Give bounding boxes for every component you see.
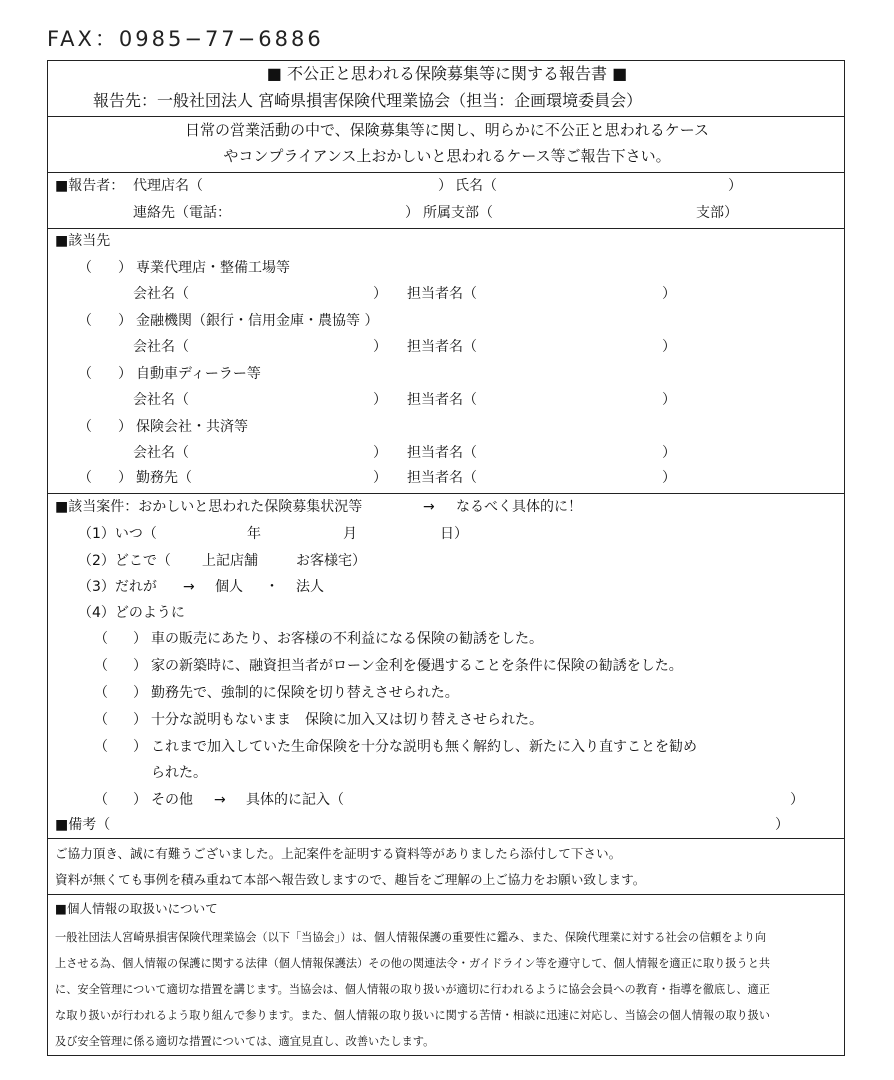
- privacy-line: に、安全管理について適切な措置を講じます。当協会は、個人情報の取り扱いが適切に行われるように協会会員への教育・指導を徹底し、適正: [55, 983, 770, 996]
- who-option-individual[interactable]: 個人: [215, 579, 243, 595]
- workplace-checkbox-open[interactable]: （: [78, 470, 92, 486]
- category-checkbox-open[interactable]: （: [78, 260, 92, 276]
- how-item: 十分な説明もないまま 保険に加入又は切り替えさせられた。: [151, 712, 543, 728]
- category-label: 保険会社・共済等: [136, 419, 248, 435]
- category-checkbox-close[interactable]: ）: [118, 260, 132, 276]
- how-item: 家の新築時に、融資担当者がローン金利を優遇することを条件に保険の勧誘をした。: [151, 658, 683, 674]
- intro-line-1: 日常の営業活動の中で、保険募集等に関し、明らかに不公正と思われるケース: [185, 121, 709, 139]
- divider-intro: [47, 172, 845, 173]
- month-label: 月: [343, 526, 357, 542]
- company-close: ）: [373, 392, 387, 408]
- how-checkbox-open[interactable]: （: [94, 631, 108, 647]
- how-item-continuation: られた。: [151, 765, 207, 781]
- how-item: 勤務先で、強制的に保険を切り替えさせられた。: [151, 685, 459, 701]
- other-label: その他: [151, 792, 193, 808]
- month-field[interactable]: [270, 525, 335, 543]
- privacy-line: 上させる為、個人情報の保護に関する法律（個人情報保護法）その他の関連法令・ガイドライン等を遵守して、個人情報を適正に取り扱うと共: [55, 957, 771, 970]
- remarks-field[interactable]: [125, 816, 770, 834]
- person-label: 担当者名（: [407, 286, 477, 302]
- category-checkbox-close[interactable]: ）: [118, 419, 132, 435]
- remarks-close: ）: [775, 817, 789, 833]
- phone-field[interactable]: [250, 204, 400, 222]
- who-separator: ・: [265, 579, 279, 595]
- workplace-checkbox-close[interactable]: ）: [118, 470, 132, 486]
- privacy-heading: ■個人情報の取扱いについて: [55, 901, 218, 916]
- contact-close: ）: [405, 205, 419, 221]
- company-label: 会社名（: [133, 286, 189, 302]
- agency-label: 代理店名（: [133, 178, 203, 194]
- person-close: ）: [662, 339, 676, 355]
- category-checkbox-close[interactable]: ）: [118, 313, 132, 329]
- how-checkbox-close[interactable]: ）: [133, 712, 147, 728]
- thanks-line-1: ご協力頂き、誠に有難うございました。上記案件を証明する資料等がありましたら添付して下さい。: [55, 846, 622, 861]
- divider-applicable: [47, 493, 845, 494]
- name-close: ）: [728, 178, 742, 194]
- remarks-label: ■備考（: [55, 817, 111, 833]
- privacy-line: 及び安全管理に係る適切な措置については、適宜見直し、改善いたします。: [55, 1035, 435, 1048]
- category-label: 専業代理店・整備工場等: [136, 260, 290, 276]
- case-emphasis: なるべく具体的に！: [456, 499, 582, 515]
- person-name-field[interactable]: [495, 444, 660, 462]
- other-checkbox-close[interactable]: ）: [133, 792, 147, 808]
- branch-field[interactable]: [505, 204, 690, 222]
- privacy-line: 一般社団法人宮崎県損害保険代理業協会（以下「当協会」）は、個人情報保護の重要性に鑑み、また、保険代理業に対する社会の信頼をより向: [55, 931, 767, 944]
- person-label: 担当者名（: [407, 339, 477, 355]
- applicable-heading: ■該当先: [55, 233, 111, 249]
- workplace-field[interactable]: [205, 469, 370, 487]
- day-field[interactable]: [365, 525, 435, 543]
- person-close: ）: [662, 445, 676, 461]
- divider-case: [47, 838, 845, 839]
- where-option-store[interactable]: 上記店舗: [202, 553, 258, 569]
- report-to: 報告先：一般社団法人 宮崎県損害保険代理業協会（担当：企画環境委員会）: [93, 91, 643, 110]
- other-detail-field[interactable]: [360, 791, 780, 809]
- company-close: ）: [373, 339, 387, 355]
- divider-reporter: [47, 228, 845, 229]
- company-name-field[interactable]: [205, 338, 370, 356]
- workplace-close: ）: [373, 470, 387, 486]
- how-item: これまで加入していた生命保険を十分な説明も無く解約し、新たに入り直すことを勧め: [151, 739, 697, 755]
- workplace-label: 勤務先（: [136, 470, 192, 486]
- company-close: ）: [373, 286, 387, 302]
- category-label: 自動車ディーラー等: [136, 366, 261, 382]
- company-label: 会社名（: [133, 339, 189, 355]
- category-checkbox-open[interactable]: （: [78, 366, 92, 382]
- how-checkbox-close[interactable]: ）: [133, 685, 147, 701]
- branch-label: 所属支部（: [423, 205, 493, 221]
- company-label: 会社名（: [133, 392, 189, 408]
- how-label: （4）どのように: [78, 605, 185, 621]
- company-close: ）: [373, 445, 387, 461]
- how-checkbox-open[interactable]: （: [94, 658, 108, 674]
- divider-thanks: [47, 894, 845, 895]
- company-label: 会社名（: [133, 445, 189, 461]
- thanks-line-2: 資料が無くても事例を積み重ねて本部へ報告致しますので、趣旨をご理解の上ご協力をお願い致します。: [55, 872, 646, 887]
- person-name-field[interactable]: [495, 469, 660, 487]
- year-label: 年: [247, 526, 261, 542]
- person-close: ）: [662, 286, 676, 302]
- company-name-field[interactable]: [205, 444, 370, 462]
- form-title: ■ 不公正と思われる保険募集等に関する報告書 ■: [266, 64, 628, 83]
- reporter-heading: ■報告者：: [55, 178, 125, 194]
- how-checkbox-close[interactable]: ）: [133, 658, 147, 674]
- person-close: ）: [662, 470, 676, 486]
- category-checkbox-close[interactable]: ）: [118, 366, 132, 382]
- how-item: 車の販売にあたり、お客様の不利益になる保険の勧誘をした。: [151, 631, 543, 647]
- how-checkbox-open[interactable]: （: [94, 685, 108, 701]
- person-close: ）: [662, 392, 676, 408]
- arrow-icon: →: [423, 499, 435, 515]
- fax-number: FAX：0985−77−6886: [47, 27, 324, 51]
- how-checkbox-open[interactable]: （: [94, 739, 108, 755]
- branch-close: 支部）: [696, 205, 738, 221]
- other-detail-label: 具体的に記入（: [246, 792, 344, 808]
- where-option-home[interactable]: お客様宅）: [296, 553, 366, 569]
- company-name-field[interactable]: [205, 391, 370, 409]
- person-name-field[interactable]: [495, 391, 660, 409]
- person-label: 担当者名（: [407, 470, 477, 486]
- contact-label: 連絡先（電話：: [133, 205, 231, 221]
- person-label: 担当者名（: [407, 445, 477, 461]
- year-field[interactable]: [178, 525, 238, 543]
- intro-line-2: やコンプライアンス上おかしいと思われるケース等ご報告下さい。: [223, 147, 671, 165]
- case-heading: ■該当案件：おかしいと思われた保険募集状況等: [55, 499, 363, 515]
- how-checkbox-close[interactable]: ）: [133, 739, 147, 755]
- where-label: （2）どこで（: [78, 553, 171, 569]
- divider-title: [47, 116, 845, 117]
- when-label: （1）いつ（: [78, 526, 157, 542]
- privacy-line: な取り扱いが行われるよう取り組んで参ります。また、個人情報の取り扱いに関する苦情・相談に迅速に対応し、当協会の個人情報の取り扱い: [55, 1009, 771, 1022]
- person-label: 担当者名（: [407, 392, 477, 408]
- agency-name-field[interactable]: [215, 177, 435, 195]
- reporter-name-field[interactable]: [510, 177, 725, 195]
- how-checkbox-close[interactable]: ）: [133, 631, 147, 647]
- arrow-icon: →: [183, 579, 195, 595]
- company-name-field[interactable]: [205, 285, 370, 303]
- person-name-field[interactable]: [495, 285, 660, 303]
- category-checkbox-open[interactable]: （: [78, 419, 92, 435]
- who-label: （3）だれが: [78, 579, 157, 595]
- category-checkbox-open[interactable]: （: [78, 313, 92, 329]
- other-checkbox-open[interactable]: （: [94, 792, 108, 808]
- who-option-corporation[interactable]: 法人: [296, 579, 324, 595]
- arrow-icon: →: [214, 792, 226, 808]
- how-checkbox-open[interactable]: （: [94, 712, 108, 728]
- day-label: 日）: [440, 526, 468, 542]
- other-close: ）: [790, 792, 804, 808]
- person-name-field[interactable]: [495, 338, 660, 356]
- name-label: 氏名（: [455, 178, 497, 194]
- category-label: 金融機関（銀行・信用金庫・農協等 ）: [136, 313, 379, 329]
- agency-close: ）: [438, 178, 452, 194]
